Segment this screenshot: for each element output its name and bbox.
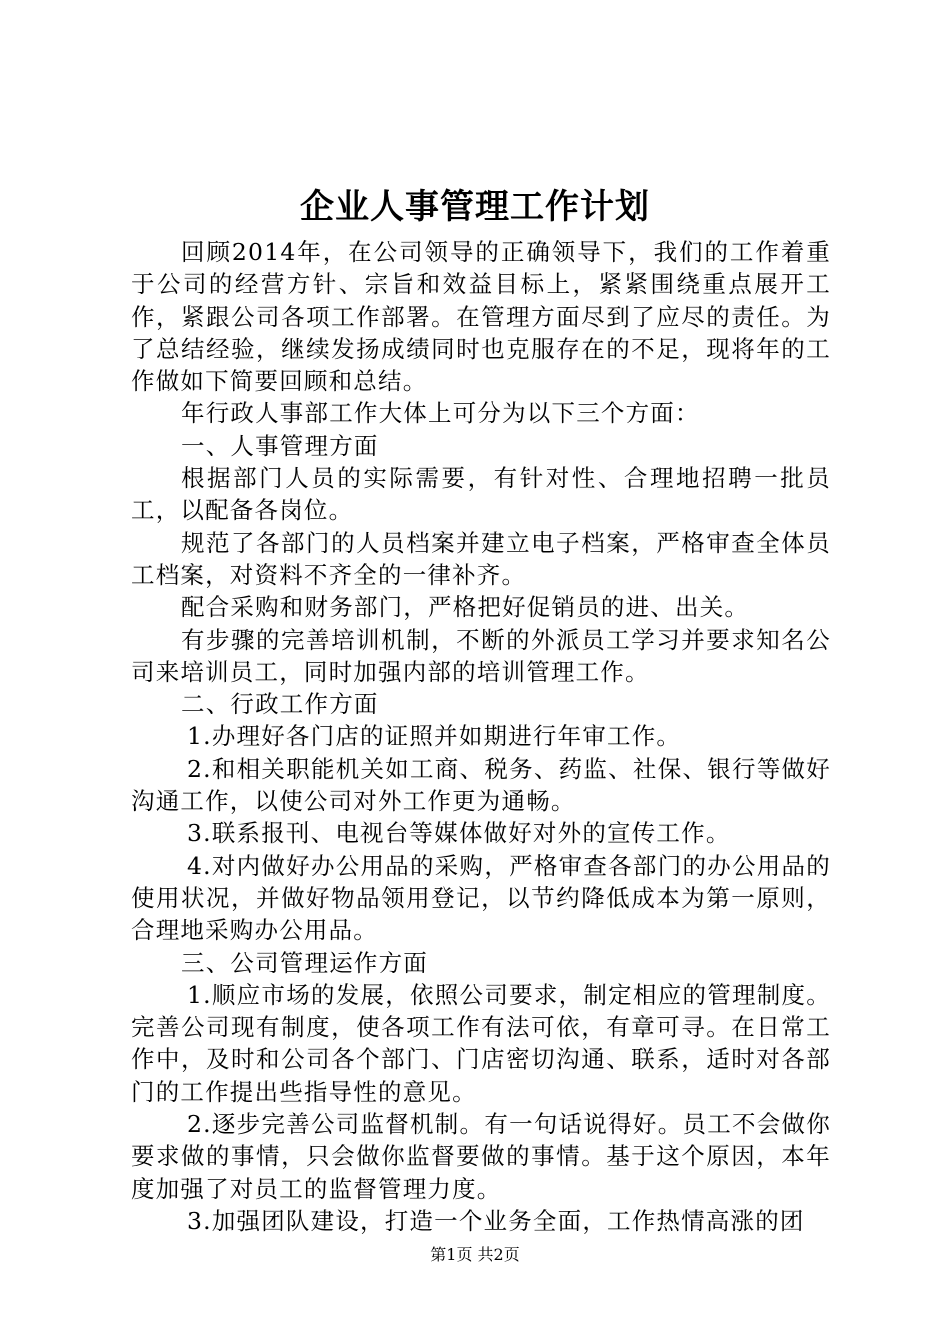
paragraph-admin-1: 1.办理好各门店的证照并如期进行年审工作。 bbox=[187, 722, 682, 751]
paragraph-admin-3: 3.联系报刊、电视台等媒体做好对外的宣传工作。 bbox=[187, 819, 731, 848]
paragraph-hr-recruit: 根据部门人员的实际需要，有针对性、合理地招聘一批员工，以配备各岗位。 bbox=[131, 464, 831, 525]
paragraph-admin-2: 2.和相关职能机关如工商、税务、药监、社保、银行等做好沟通工作，以使公司对外工作更为通畅。 bbox=[131, 754, 831, 816]
page-footer: 第1页 共2页 bbox=[430, 1245, 520, 1264]
document-title: 企业人事管理工作计划 bbox=[300, 187, 650, 227]
paragraph-operation-3: 3.加强团队建设，打造一个业务全面，工作热情高涨的团 bbox=[187, 1206, 805, 1235]
paragraph-overview: 年行政人事部工作大体上可分为以下三个方面： bbox=[181, 399, 700, 428]
section-heading-admin: 二、行政工作方面 bbox=[181, 690, 379, 719]
section-heading-operation: 三、公司管理运作方面 bbox=[181, 948, 428, 977]
document-body bbox=[131, 236, 831, 1237]
paragraph-admin-4: 4.对内做好办公用品的采购，严格审查各部门的办公用品的使用状况，并做好物品领用登记，以节约降低成本为第一原则，合理地采购办公用品。 bbox=[131, 851, 831, 945]
paragraph-operation-2: 2.逐步完善公司监督机制。有一句话说得好。员工不会做你要求做的事情，只会做你监督要做的事情。基于这个原因，本年度加强了对员工的监督管理力度。 bbox=[131, 1110, 831, 1203]
section-heading-hr: 一、人事管理方面 bbox=[181, 431, 379, 460]
paragraph-operation-1: 1.顺应市场的发展，依照公司要求，制定相应的管理制度。完善公司现有制度，使各项工作有法可依，有章可寻。在日常工作中，及时和公司各个部门、门店密切沟通、联系，适时对各部门的工作提出些指导性的意见。 bbox=[131, 980, 831, 1106]
paragraph-hr-training: 有步骤的完善培训机制，不断的外派员工学习并要求知名公司来培训员工，同时加强内部的培训管理工作。 bbox=[131, 625, 831, 686]
paragraph-hr-promoter: 配合采购和财务部门，严格把好促销员的进、出关。 bbox=[181, 593, 750, 622]
paragraph-intro: 回顾2014年，在公司领导的正确领导下，我们的工作着重于公司的经营方针、宗旨和效益目标上，紧紧围绕重点展开工作，紧跟公司各项工作部署。在管理方面尽到了应尽的责任。为了总结经验，继续发扬成绩同时也克服存在的不足，现将年的工作做如下简要回顾和总结。 bbox=[131, 238, 831, 396]
paragraph-hr-archive: 规范了各部门的人员档案并建立电子档案，严格审查全体员工档案，对资料不齐全的一律补齐。 bbox=[131, 528, 831, 589]
